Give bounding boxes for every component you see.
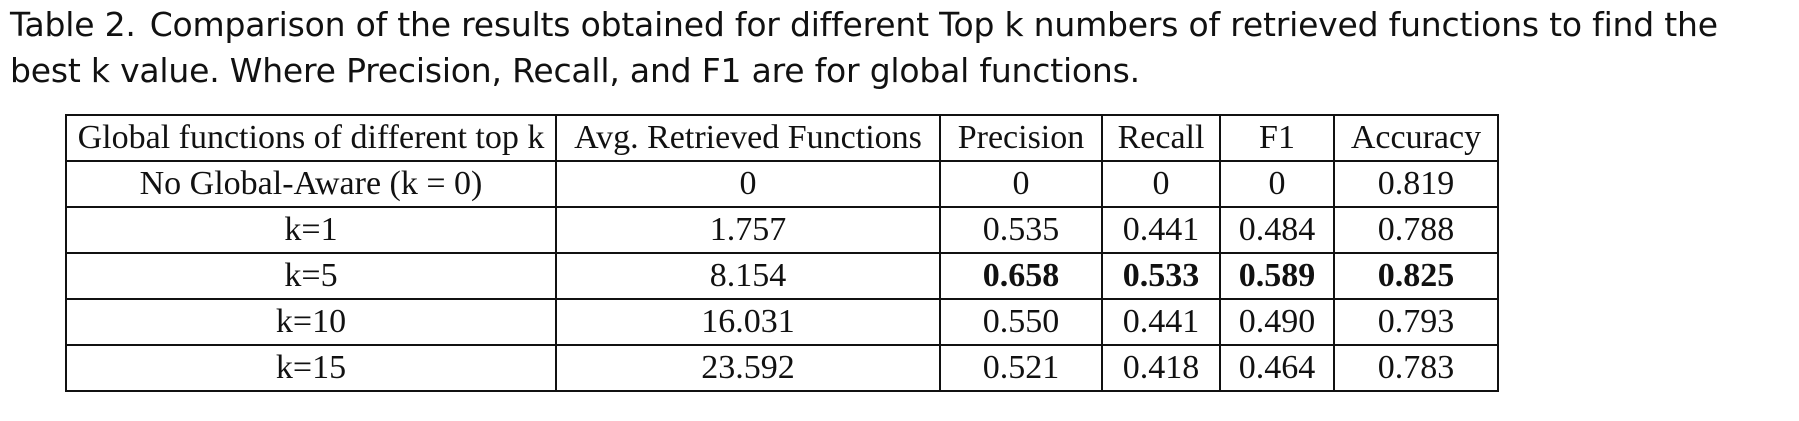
cell-setting: k=15 <box>66 345 556 391</box>
cell-precision: 0 <box>940 161 1102 207</box>
cell-setting: k=1 <box>66 207 556 253</box>
cell-precision: 0.550 <box>940 299 1102 345</box>
caption-label: Table 2. <box>10 5 136 44</box>
cell-f1: 0 <box>1220 161 1334 207</box>
header-avg-retrieved: Avg. Retrieved Functions <box>556 115 940 161</box>
cell-recall: 0 <box>1102 161 1220 207</box>
cell-accuracy-best: 0.825 <box>1334 253 1498 299</box>
cell-recall: 0.441 <box>1102 207 1220 253</box>
cell-accuracy: 0.788 <box>1334 207 1498 253</box>
table-row <box>66 299 1498 345</box>
cell-precision-best: 0.658 <box>940 253 1102 299</box>
cell-accuracy: 0.819 <box>1334 161 1498 207</box>
header-row <box>66 115 1498 161</box>
header-setting: Global functions of different top k <box>66 115 556 161</box>
table-row <box>66 207 1498 253</box>
cell-avg-retrieved: 1.757 <box>556 207 940 253</box>
cell-f1-best: 0.589 <box>1220 253 1334 299</box>
table-row-best <box>66 253 1498 299</box>
header-precision: Precision <box>940 115 1102 161</box>
header-accuracy: Accuracy <box>1334 115 1498 161</box>
cell-setting: k=5 <box>66 253 556 299</box>
cell-f1: 0.490 <box>1220 299 1334 345</box>
table-caption <box>10 2 1795 94</box>
table-row <box>66 161 1498 207</box>
cell-recall: 0.418 <box>1102 345 1220 391</box>
header-recall: Recall <box>1102 115 1220 161</box>
cell-avg-retrieved: 16.031 <box>556 299 940 345</box>
cell-recall-best: 0.533 <box>1102 253 1220 299</box>
table-row <box>66 345 1498 391</box>
cell-setting: k=10 <box>66 299 556 345</box>
cell-accuracy: 0.793 <box>1334 299 1498 345</box>
results-table <box>65 114 1499 392</box>
cell-accuracy: 0.783 <box>1334 345 1498 391</box>
cell-setting: No Global-Aware (k = 0) <box>66 161 556 207</box>
cell-avg-retrieved: 8.154 <box>556 253 940 299</box>
cell-f1: 0.464 <box>1220 345 1334 391</box>
header-f1: F1 <box>1220 115 1334 161</box>
caption-text: Comparison of the results obtained for different Top k numbers of retrieved functions to find the best k value. Where Precision, Recall, and F1 are for global functions. <box>10 5 1718 90</box>
cell-recall: 0.441 <box>1102 299 1220 345</box>
cell-precision: 0.535 <box>940 207 1102 253</box>
cell-avg-retrieved: 23.592 <box>556 345 940 391</box>
cell-f1: 0.484 <box>1220 207 1334 253</box>
cell-precision: 0.521 <box>940 345 1102 391</box>
cell-avg-retrieved: 0 <box>556 161 940 207</box>
